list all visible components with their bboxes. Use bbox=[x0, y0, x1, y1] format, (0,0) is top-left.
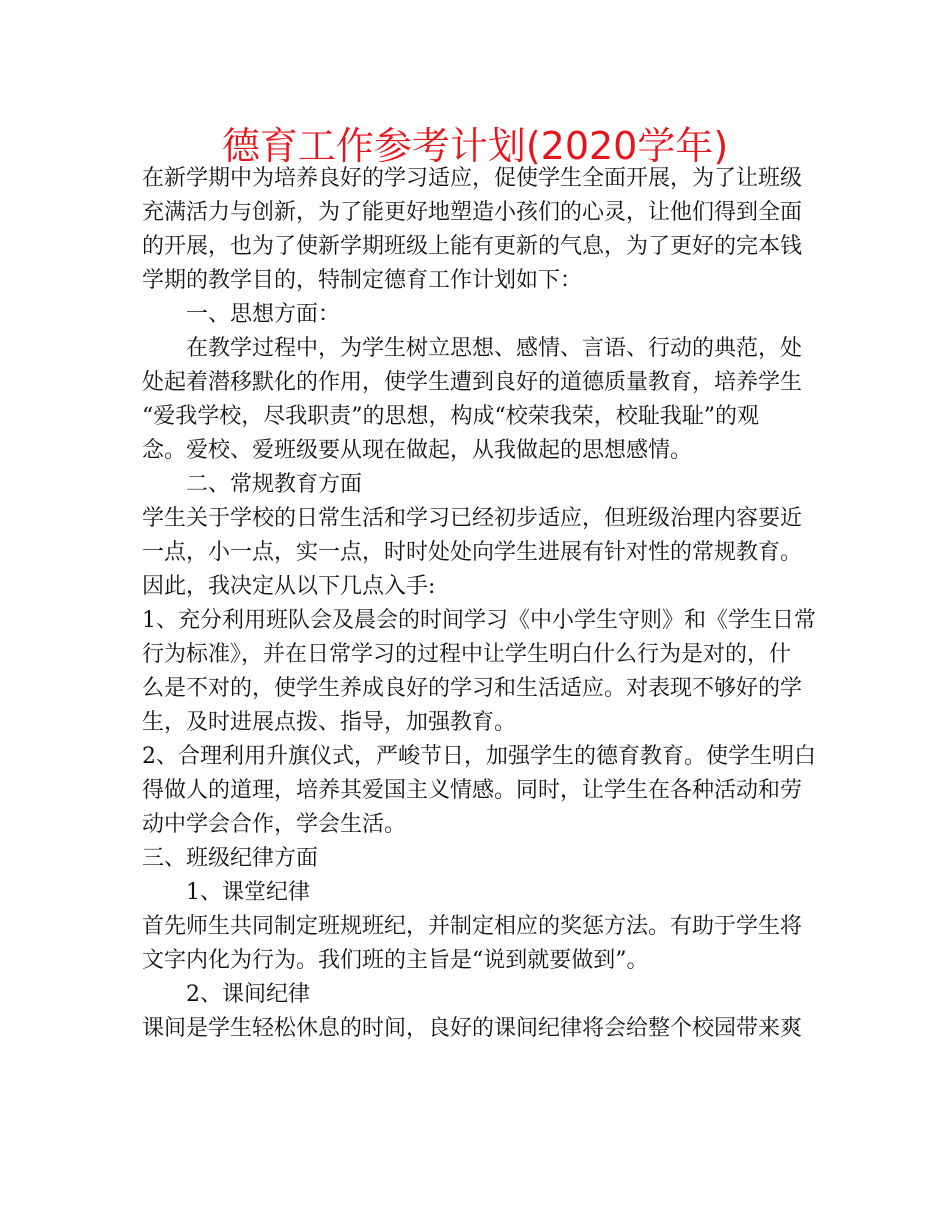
text-line: 生，及时进展点拨、指导，加强教育。 bbox=[142, 710, 517, 735]
text-line: 的开展，也为了使新学期班级上能有更新的气息，为了更好的完本钱 bbox=[142, 234, 803, 259]
text-line: 三、班级纪律方面 bbox=[142, 846, 319, 871]
text-line: 1、课堂纪律 bbox=[186, 880, 310, 905]
text-line: 因此，我决定从以下几点入手: bbox=[142, 574, 436, 599]
text-line: 在教学过程中，为学生树立思想、感情、言语、行动的典范，处 bbox=[186, 336, 803, 361]
document-body bbox=[142, 162, 822, 1046]
text-line: 课间是学生轻松休息的时间，良好的课间纪律将会给整个校园带来爽 bbox=[142, 1016, 803, 1041]
text-line: 1、充分利用班队会及晨会的时间学习《中小学生守则》和《学生日常 bbox=[142, 608, 816, 633]
text-line: 动中学会合作，学会生活。 bbox=[142, 812, 407, 837]
text-line: 2、课间纪律 bbox=[186, 982, 310, 1007]
text-line: 在新学期中为培养良好的学习适应，促使学生全面开展，为了让班级 bbox=[142, 166, 803, 191]
text-line: 2、合理利用升旗仪式，严峻节日，加强学生的德育教育。使学生明白 bbox=[142, 744, 816, 769]
text-line: “爱我学校，尽我职责”的思想，构成“校荣我荣，校耻我耻”的观 bbox=[142, 404, 759, 429]
text-line: 文字内化为行为。我们班的主旨是“说到就要做到”。 bbox=[142, 948, 649, 973]
text-line: 一点，小一点，实一点，时时处处向学生进展有针对性的常规教育。 bbox=[142, 540, 803, 565]
text-line: 学生关于学校的日常生活和学习已经初步适应，但班级治理内容要近 bbox=[142, 506, 803, 531]
text-line: 行为标准》，并在日常学习的过程中让学生明白什么行为是对的，什 bbox=[142, 642, 792, 667]
text-line: 得做人的道理，培养其爱国主义情感。同时，让学生在各种活动和劳 bbox=[142, 778, 803, 803]
text-line: 充满活力与创新，为了能更好地塑造小孩们的心灵，让他们得到全面 bbox=[142, 200, 803, 225]
text-line: 处起着潜移默化的作用，使学生遭到良好的道德质量教育，培养学生 bbox=[142, 370, 803, 395]
text-line: 念。爱校、爱班级要从现在做起，从我做起的思想感情。 bbox=[142, 438, 693, 463]
text-line: 一、思想方面： bbox=[186, 302, 341, 327]
text-line: 首先师生共同制定班规班纪，并制定相应的奖惩方法。有助于学生将 bbox=[142, 914, 803, 939]
text-line: 么是不对的，使学生养成良好的学习和生活适应。对表现不够好的学 bbox=[142, 676, 803, 701]
document-title: 德育工作参考计划(2020学年) bbox=[221, 124, 729, 168]
text-line: 二、常规教育方面 bbox=[186, 472, 363, 497]
text-line: 学期的教学目的，特制定德育工作计划如下： bbox=[142, 268, 583, 293]
